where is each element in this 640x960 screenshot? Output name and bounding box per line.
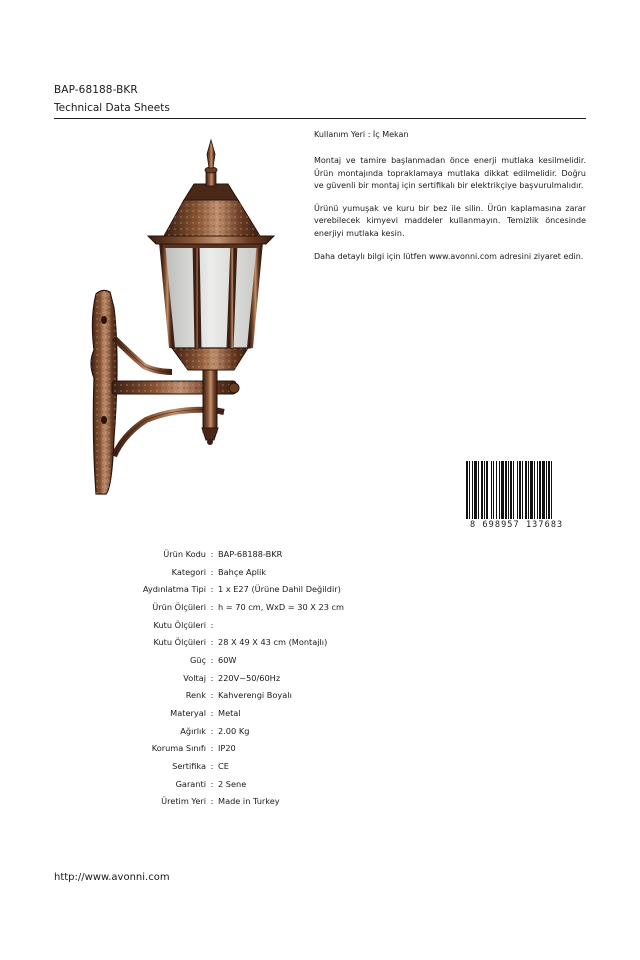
spec-row <box>60 793 460 811</box>
spec-row <box>60 740 460 758</box>
spec-value: 2 Sene <box>218 778 247 789</box>
spec-label: Koruma Sınıfı <box>151 743 206 754</box>
barcode-bar <box>513 461 514 519</box>
spec-separator: : <box>210 725 214 736</box>
barcode-bar <box>478 461 479 519</box>
barcode-bar <box>501 461 504 519</box>
barcode-bar <box>484 461 485 519</box>
spec-label: Ağırlık <box>180 725 206 736</box>
document-subtitle: Technical Data Sheets <box>54 102 170 114</box>
document-header <box>54 84 586 114</box>
barcode-bar <box>539 461 541 519</box>
product-info-panel <box>314 129 586 274</box>
barcode-bar <box>505 461 507 519</box>
barcode-bar <box>522 461 523 519</box>
spec-value: CE <box>218 761 229 772</box>
spec-separator: : <box>210 566 214 577</box>
spec-separator: : <box>210 672 214 683</box>
product-image <box>84 138 280 498</box>
spec-value: Made in Turkey <box>218 796 280 807</box>
product-code-title: BAP-68188-BKR <box>54 84 138 96</box>
barcode-bar <box>542 461 545 519</box>
spec-label: Kutu Ölçüleri <box>153 619 206 630</box>
spec-separator: : <box>210 637 214 648</box>
barcode-bar <box>474 461 477 519</box>
barcode-bar <box>491 461 492 519</box>
barcode-bar <box>517 461 518 519</box>
spec-value: 60W <box>218 654 237 665</box>
specification-table <box>60 545 460 810</box>
spec-row <box>60 757 460 775</box>
spec-value: Bahçe Aplik <box>218 566 267 577</box>
barcode-bar <box>525 461 527 519</box>
barcode-bar <box>486 461 488 519</box>
barcode-bar <box>519 461 521 519</box>
spec-row <box>60 545 460 563</box>
barcode-bar <box>493 461 494 519</box>
safety-paragraph: Montaj ve tamire başlanmadan önce enerji mutlaka kesilmelidir. Ürün montajında topraklamaya mutlaka dikkat edilmelidir. Doğru ve güvenli bir montaj için sertifikalı bir elektrikçiye başvurulmalıdır. <box>314 156 586 190</box>
spec-row <box>60 775 460 793</box>
barcode-bar <box>466 461 468 519</box>
barcode-bar <box>548 461 550 519</box>
spec-row <box>60 580 460 598</box>
cleaning-paragraph: Ürünü yumuşak ve kuru bir bez ile silin. Ürün kaplamasına zarar verebilecek kimyevi maddeler kullanmayın. Temizlik öncesinde enerjiyi mutlaka kesin. <box>314 204 586 238</box>
spec-separator: : <box>210 708 214 719</box>
spec-row <box>60 633 460 651</box>
spec-label: Kutu Ölçüleri <box>153 637 206 648</box>
barcode-bar <box>551 461 552 519</box>
spec-separator: : <box>210 654 214 665</box>
barcode-bar <box>510 461 512 519</box>
barcode-bar <box>481 461 483 519</box>
spec-row <box>60 651 460 669</box>
barcode-bar <box>499 461 500 519</box>
spec-row <box>60 669 460 687</box>
spec-value: h = 70 cm, WxD = 30 X 23 cm <box>218 601 344 612</box>
website-paragraph: Daha detaylı bilgi için lütfen www.avonni.com adresini ziyaret edin. <box>314 252 584 262</box>
spec-separator: : <box>210 690 214 701</box>
spec-label: Sertifika <box>172 761 206 772</box>
barcode-digits: 8 698957 137683 <box>470 520 584 530</box>
spec-separator: : <box>210 584 214 595</box>
spec-separator: : <box>210 601 214 612</box>
barcode-bar <box>469 461 470 519</box>
header-divider <box>54 118 586 119</box>
footer-url[interactable]: http://www.avonni.com <box>54 872 170 883</box>
barcode-bar <box>496 461 497 519</box>
spec-row <box>60 616 460 634</box>
barcode-bar <box>530 461 533 519</box>
barcode-bar <box>472 461 473 519</box>
usage-location: Kullanım Yeri : İç Mekan <box>314 130 409 139</box>
spec-separator: : <box>210 778 214 789</box>
spec-row <box>60 704 460 722</box>
spec-label: Ürün Kodu <box>163 548 206 559</box>
spec-separator: : <box>210 619 214 630</box>
spec-value: BAP-68188-BKR <box>218 548 283 559</box>
spec-label: Güç <box>189 654 206 665</box>
spec-value: Metal <box>218 708 241 719</box>
spec-label: Üretim Yeri <box>161 796 206 807</box>
spec-label: Materyal <box>170 708 206 719</box>
barcode-bar <box>528 461 529 519</box>
spec-label: Voltaj <box>183 672 206 683</box>
spec-row <box>60 563 460 581</box>
spec-separator: : <box>210 761 214 772</box>
spec-label: Ürün Ölçüleri <box>152 601 206 612</box>
spec-separator: : <box>210 548 214 559</box>
spec-value: 220V~50/60Hz <box>218 672 281 683</box>
barcode-bar <box>546 461 547 519</box>
spec-separator: : <box>210 796 214 807</box>
spec-value: Kahverengi Boyalı <box>218 690 292 701</box>
spec-row <box>60 722 460 740</box>
spec-value: 2.00 Kg <box>218 725 250 736</box>
spec-separator: : <box>210 743 214 754</box>
barcode-bar <box>537 461 538 519</box>
spec-value: 28 X 49 X 43 cm (Montajlı) <box>218 637 328 648</box>
barcode-bar <box>534 461 535 519</box>
spec-row <box>60 598 460 616</box>
spec-value: IP20 <box>218 743 236 754</box>
spec-value: 1 x E27 (Ürüne Dahil Değildir) <box>218 584 341 595</box>
spec-row <box>60 687 460 705</box>
spec-label: Aydınlatma Tipi <box>142 584 206 595</box>
spec-label: Renk <box>185 690 206 701</box>
spec-label: Garanti <box>175 778 206 789</box>
spec-label: Kategori <box>171 566 206 577</box>
barcode-bar <box>508 461 509 519</box>
